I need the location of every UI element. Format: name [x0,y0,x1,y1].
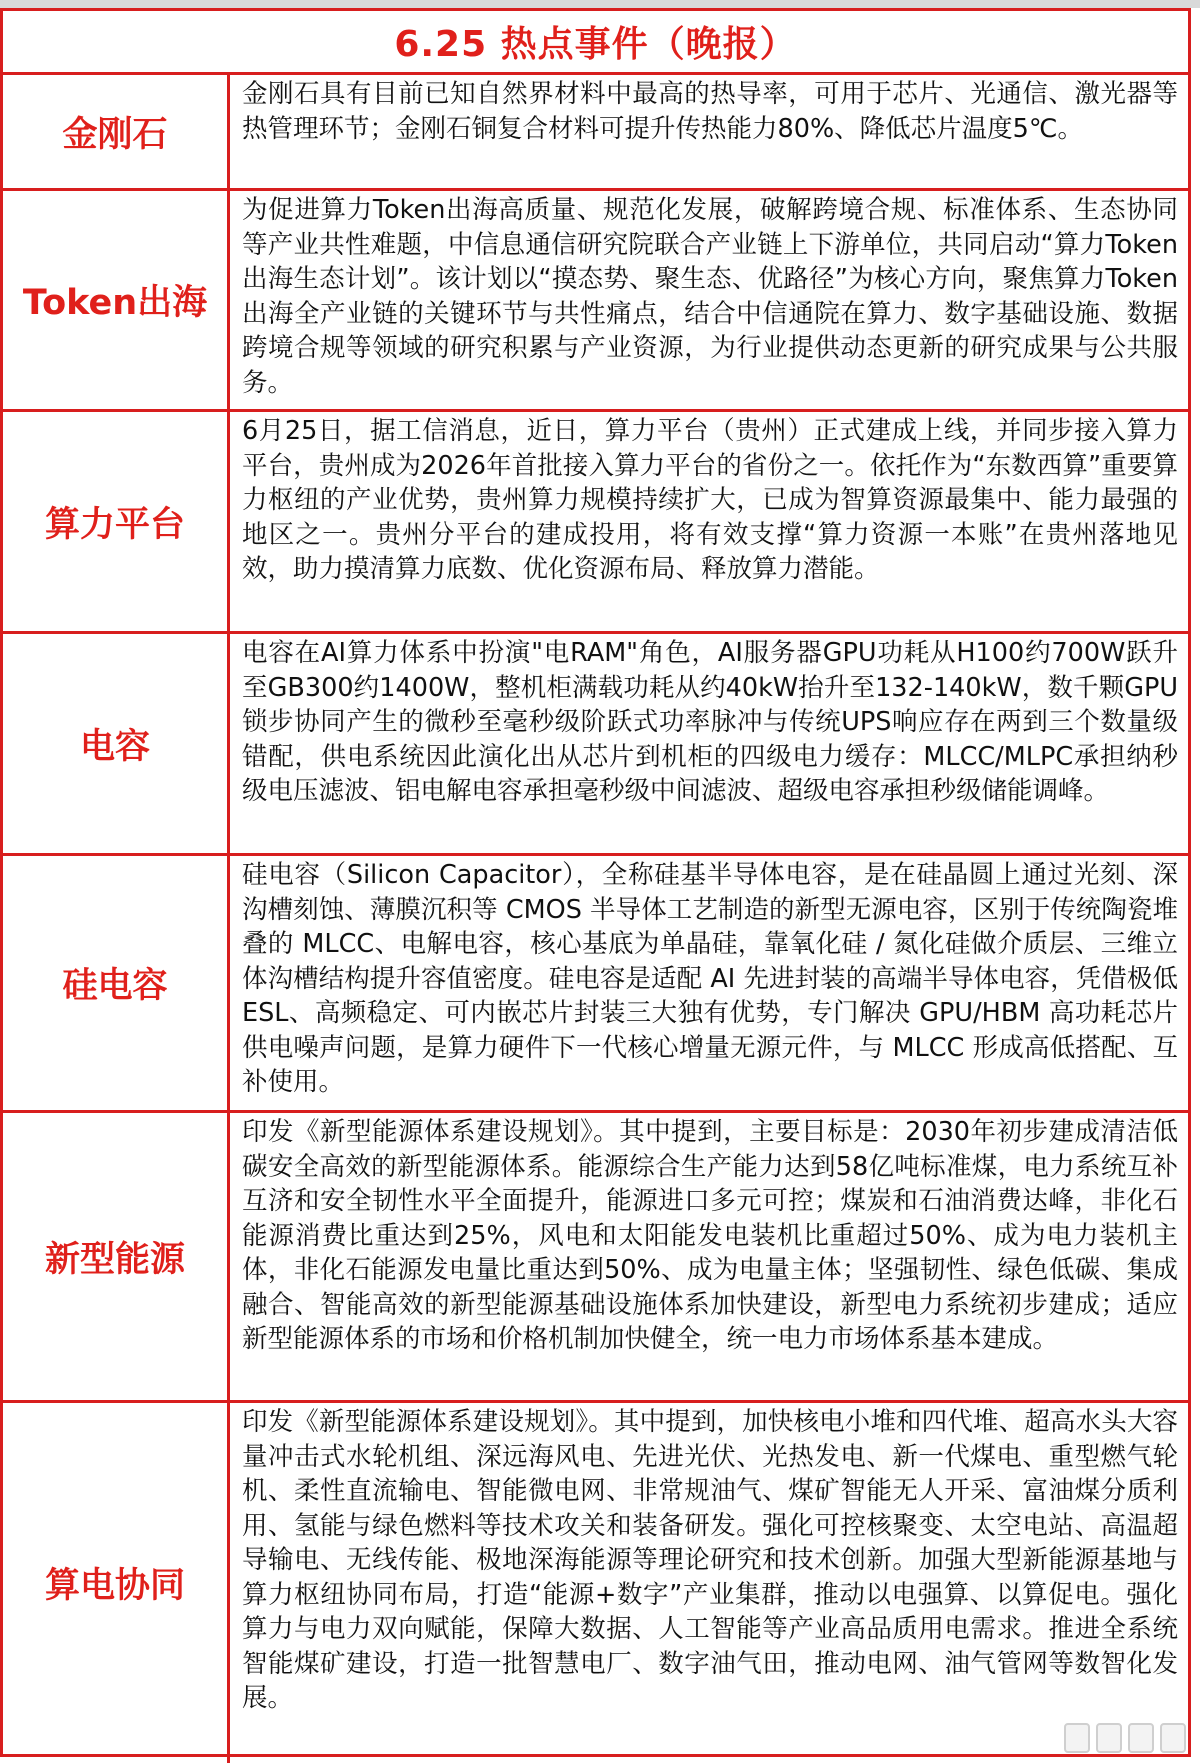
row-label: 新型能源 [3,1113,230,1400]
row-content: 电容在AI算力体系中扮演"电RAM"角色，AI服务器GPU功耗从H100约700W跃升至GB300约1400W，整机柜满载功耗从约40kW抬升至132-140kW，数千颗GPU锁步协同产生的微秒至毫秒级阶跃式功率脉冲与传统UPS响应存在两到三个数量级错配，供电系统因此演化出从芯片到机柜的四级电力缓存：MLCC/MLPC承担纳秒级电压滤波、铝电解电容承担毫秒级中间滤波、超级电容承担秒级储能调峰。 [242,638,1178,806]
row-content: 为促进算力Token出海高质量、规范化发展，破解跨境合规、标准体系、生态协同等产业共性难题，中信息通信研究院联合产业链上下游单位，共同启动“算力Token出海生态计划”。该计划以“摸态势、聚生态、优路径”为核心方向，聚焦算力Token出海全产业链的关键环节与共性痛点，结合中信通院在算力、数字基础设施、数据跨境合规等领域的研究积累与产业资源，为行业提供动态更新的研究成果与公共服务。 [242,195,1178,398]
watermark [1064,1723,1186,1753]
page-title: 6.25 热点事件（晚报） [3,11,1188,75]
hot-events-table [0,8,1191,1757]
row-content: 印发《新型能源体系建设规划》。其中提到，加快核电小堆和四代堆、超高水头大容量冲击式水轮机组、深远海风电、先进光伏、光热发电、新一代煤电、重型燃气轮机、柔性直流输电、智能微电网、非常规油气、煤矿智能无人开采、富油煤分质利用、氢能与绿色燃料等技术攻关和装备研发。强化可控核聚变、太空电站、高温超导输电、无线传能、极地深海能源等理论研究和技术创新。加强大型新能源基地与算力枢纽协同布局，打造“能源+数字”产业集群，推动以电强算、以算促电。强化算力与电力双向赋能，保障大数据、人工智能等产业高品质用电需求。推进全系统智能煤矿建设，打造一批智慧电厂、数字油气田，推动电网、油气管网等数智化发展。 [242,1407,1178,1713]
table-row [3,75,1188,191]
table-row [3,412,1188,634]
watermark-glyph-icon [1160,1723,1186,1753]
watermark-glyph-icon [1064,1723,1090,1753]
table-row [3,1403,1188,1763]
row-content: 印发《新型能源体系建设规划》。其中提到，主要目标是：2030年初步建成清洁低碳安全高效的新型能源体系。能源综合生产能力达到58亿吨标准煤，电力系统互补互济和安全韧性水平全面提升，能源进口多元可控；煤炭和石油消费达峰，非化石能源消费比重达到25%，风电和太阳能发电装机比重超过50%、成为电力装机主体，非化石能源发电量比重达到50%、成为电量主体；坚强韧性、绿色低碳、集成融合、智能高效的新型能源基础设施体系加快建设，新型电力系统初步建成；适应新型能源体系的市场和价格机制加快健全，统一电力市场体系基本建成。 [242,1117,1178,1354]
row-content: 6月25日，据工信消息，近日，算力平台（贵州）正式建成上线，并同步接入算力平台，贵州成为2026年首批接入算力平台的省份之一。依托作为“东数西算”重要算力枢纽的产业优势，贵州算力规模持续扩大，已成为智算资源最集中、能力最强的地区之一。贵州分平台的建成投用，将有效支撑“算力资源一本账”在贵州落地见效，助力摸清算力底数、优化资源布局、释放算力潜能。 [242,416,1178,584]
row-label: Token出海 [3,191,230,409]
watermark-glyph-icon [1096,1723,1122,1753]
row-label: 电容 [3,634,230,853]
row-label: 硅电容 [3,856,230,1110]
watermark-glyph-icon [1128,1723,1154,1753]
row-content: 金刚石具有目前已知自然界材料中最高的热导率，可用于芯片、光通信、激光器等热管理环节；金刚石铜复合材料可提升传热能力80%、降低芯片温度5℃。 [242,79,1178,144]
row-label: 金刚石 [3,75,230,188]
top-edge-bar [0,0,1200,8]
table-row [3,856,1188,1113]
table-row [3,1113,1188,1403]
row-label: 算电协同 [3,1403,230,1763]
table-row [3,191,1188,412]
table-row [3,634,1188,856]
row-content: 硅电容（Silicon Capacitor），全称硅基半导体电容，是在硅晶圆上通过光刻、深沟槽刻蚀、薄膜沉积等 CMOS 半导体工艺制造的新型无源电容，区别于传统陶瓷堆叠的 MLCC、电解电容，核心基底为单晶硅，靠氧化硅 / 氮化硅做介质层、三维立体沟槽结构提升容值密度。硅电容是适配 AI 先进封装的高端半导体电容，凭借极低 ESL、高频稳定、可内嵌芯片封装三大独有优势，专门解决 GPU/HBM 高功耗芯片供电噪声问题，是算力硬件下一代核心增量无源元件，与 MLCC 形成高低搭配、互补使用。 [242,860,1178,1097]
row-label: 算力平台 [3,412,230,631]
